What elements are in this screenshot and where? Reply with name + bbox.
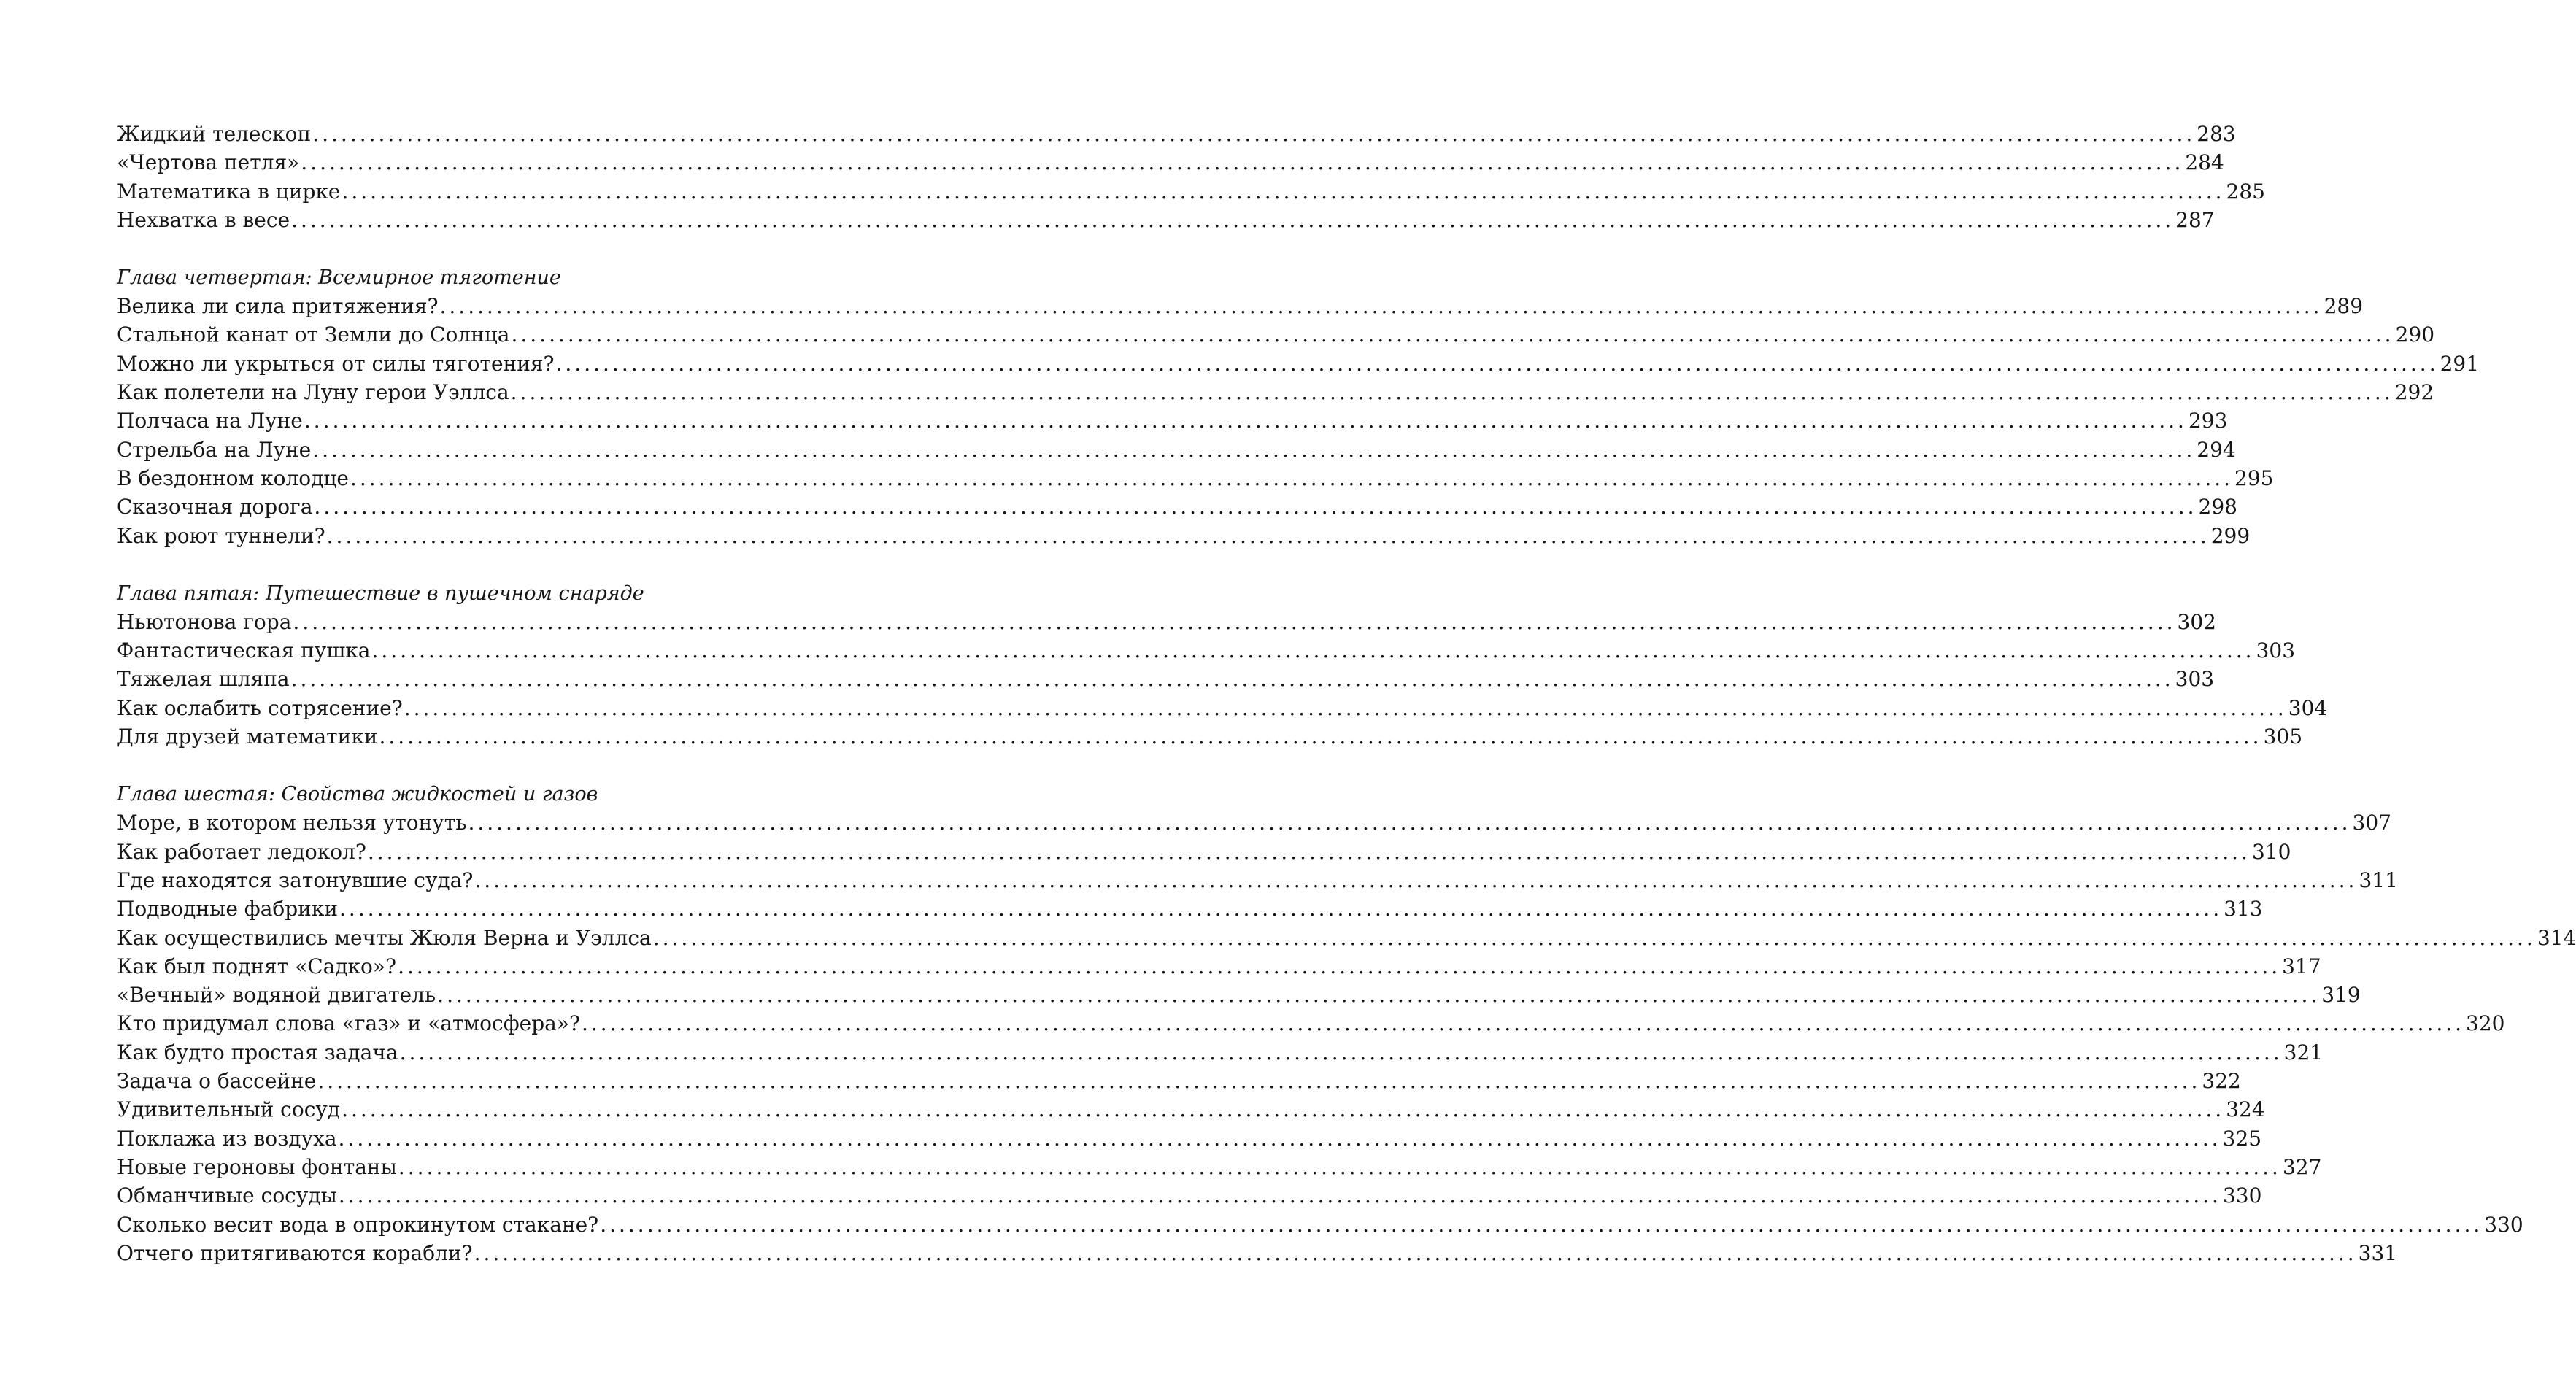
toc-entry bbox=[117, 665, 2215, 693]
toc-entry bbox=[117, 349, 2480, 378]
toc-entry-title: Как работает ледокол? bbox=[117, 839, 366, 864]
toc-entry bbox=[117, 694, 2328, 722]
toc-entry bbox=[117, 436, 2236, 464]
toc-entry-title: «Вечный» водяной двигатель bbox=[117, 983, 436, 1008]
toc-entry bbox=[117, 608, 2216, 636]
toc-entry bbox=[117, 895, 2263, 923]
toc-entry bbox=[117, 1239, 2398, 1267]
toc-entry-title: Кто придумал слова «газ» и «атмосфера»? bbox=[117, 1011, 580, 1036]
toc-entry-page: 285 bbox=[2226, 179, 2265, 204]
dot-leader: ........................................................................................................................................................................................................ bbox=[290, 667, 2174, 692]
toc-entry-title: Как полетели на Луну герои Уэллса bbox=[117, 380, 509, 405]
dot-leader: ........................................................................................................................................................................................................ bbox=[581, 1011, 2465, 1036]
toc-entry-page: 289 bbox=[2324, 294, 2364, 319]
toc-entry-page: 294 bbox=[2197, 437, 2236, 462]
dot-leader: ........................................................................................................................................................................................................ bbox=[350, 466, 2234, 490]
toc-entry-page: 290 bbox=[2395, 322, 2435, 347]
toc-entry bbox=[117, 808, 2391, 837]
toc-entry bbox=[117, 492, 2237, 521]
toc-entry-title: Полчаса на Луне bbox=[117, 409, 303, 433]
toc-entry-title: Как будто простая задача bbox=[117, 1040, 398, 1065]
toc-entry-page: 331 bbox=[2358, 1240, 2398, 1265]
toc-entry-page: 293 bbox=[2188, 409, 2228, 433]
dot-leader: ........................................................................................................................................................................................................ bbox=[468, 811, 2351, 835]
toc-entry-title: Где находятся затонувшие суда? bbox=[117, 868, 474, 892]
dot-leader: ........................................................................................................................................................................................................ bbox=[317, 1069, 2201, 1094]
toc-entry-title: В бездонном колодце bbox=[117, 466, 349, 490]
toc-entry-title: Сказочная дорога bbox=[117, 495, 313, 519]
toc-entry-title: Как роют туннели? bbox=[117, 523, 325, 548]
toc-entry-title: Для друзей математики bbox=[117, 725, 378, 749]
dot-leader: ........................................................................................................................................................................................................ bbox=[312, 122, 2196, 146]
toc-entry bbox=[117, 1153, 2322, 1181]
toc-entry-page: 295 bbox=[2234, 466, 2274, 490]
toc-entry-page: 313 bbox=[2224, 897, 2263, 922]
toc-entry-title: Новые героновы фонтаны bbox=[117, 1154, 397, 1179]
toc-entry bbox=[117, 206, 2215, 234]
dot-leader: ........................................................................................................................................................................................................ bbox=[293, 609, 2176, 634]
toc-entry-title: Можно ли укрыться от силы тяготения? bbox=[117, 351, 555, 376]
toc-entry-page: 324 bbox=[2226, 1097, 2265, 1122]
dot-leader: ........................................................................................................................................................................................................ bbox=[399, 1040, 2283, 1065]
toc-entry-page: 287 bbox=[2175, 207, 2215, 232]
toc-entry bbox=[117, 464, 2274, 492]
toc-entry-page: 317 bbox=[2282, 954, 2321, 978]
toc-entry bbox=[117, 177, 2265, 206]
toc-entry-page: 310 bbox=[2251, 839, 2291, 864]
dot-leader: ........................................................................................................................................................................................................ bbox=[474, 868, 2358, 892]
toc-entry bbox=[117, 1095, 2265, 1124]
toc-entry-page: 284 bbox=[2185, 150, 2224, 175]
dot-leader: ........................................................................................................................................................................................................ bbox=[439, 294, 2323, 319]
toc-entry bbox=[117, 522, 2251, 550]
toc-entry-title: Как был поднят «Садко»? bbox=[117, 954, 397, 978]
toc-entry-title: Отчего притягиваются корабли? bbox=[117, 1240, 473, 1265]
toc-entry-page: 302 bbox=[2177, 609, 2216, 634]
dot-leader: ........................................................................................................................................................................................................ bbox=[600, 1212, 2483, 1237]
toc-entry-title: Велика ли сила притяжения? bbox=[117, 294, 439, 319]
toc-entry-title: Жидкий телескоп bbox=[117, 122, 312, 146]
dot-leader: ........................................................................................................................................................................................................ bbox=[437, 983, 2321, 1008]
dot-leader: ........................................................................................................................................................................................................ bbox=[652, 925, 2536, 950]
toc-entry-title: Обманчивые сосуды bbox=[117, 1183, 337, 1208]
toc-entry-page: 303 bbox=[2256, 638, 2296, 663]
toc-entry-title: Задача о бассейне bbox=[117, 1069, 317, 1094]
toc-entry bbox=[117, 1181, 2262, 1210]
dot-leader: ........................................................................................................................................................................................................ bbox=[342, 179, 2225, 204]
toc-entry bbox=[117, 406, 2228, 435]
toc-entry bbox=[117, 1038, 2324, 1067]
toc-entry-title: «Чертова петля» bbox=[117, 150, 300, 175]
toc-entry-page: 322 bbox=[2202, 1069, 2241, 1094]
dot-leader: ........................................................................................................................................................................................................ bbox=[398, 1154, 2281, 1179]
dot-leader: ........................................................................................................................................................................................................ bbox=[367, 839, 2251, 864]
toc-entry-page: 305 bbox=[2263, 725, 2303, 749]
chapter-title: Глава шестая: Свойства жидкостей и газов bbox=[117, 783, 598, 806]
toc-entry-title: Море, в котором нельзя утонуть bbox=[117, 811, 467, 835]
toc-entry-page: 298 bbox=[2198, 495, 2237, 519]
dot-leader: ........................................................................................................................................................................................................ bbox=[291, 207, 2175, 232]
toc-entry-page: 320 bbox=[2466, 1011, 2505, 1036]
toc-section bbox=[117, 780, 2576, 1267]
toc-entry bbox=[117, 120, 2236, 148]
toc-entry-page: 311 bbox=[2359, 868, 2398, 892]
dot-leader: ........................................................................................................................................................................................................ bbox=[304, 409, 2187, 433]
toc-entry-title: Стрельба на Луне bbox=[117, 437, 312, 462]
chapter-title: Глава четвертая: Всемирное тяготение bbox=[117, 266, 561, 290]
toc-entry-page: 321 bbox=[2283, 1040, 2324, 1065]
toc-entry bbox=[117, 1210, 2523, 1239]
dot-leader: ........................................................................................................................................................................................................ bbox=[379, 725, 2262, 749]
toc-entry-title: Фантастическая пушка bbox=[117, 638, 371, 663]
toc-entry bbox=[117, 866, 2398, 895]
dot-leader: ........................................................................................................................................................................................................ bbox=[511, 322, 2394, 347]
toc-section bbox=[117, 263, 2480, 550]
toc-entry-title: Поклажа из воздуха bbox=[117, 1126, 337, 1151]
toc-entry bbox=[117, 981, 2361, 1009]
toc-entry-title: Как ослабить сотрясение? bbox=[117, 695, 403, 720]
toc-entry-title: Как осуществились мечты Жюля Верна и Уэллса bbox=[117, 925, 652, 950]
toc-section bbox=[117, 120, 2265, 234]
dot-leader: ........................................................................................................................................................................................................ bbox=[301, 150, 2184, 175]
toc-entry-page: 307 bbox=[2352, 811, 2391, 835]
toc-entry bbox=[117, 636, 2296, 665]
toc-entry-page: 304 bbox=[2288, 695, 2328, 720]
dot-leader: ........................................................................................................................................................................................................ bbox=[342, 1097, 2225, 1122]
toc-entry-page: 330 bbox=[2484, 1212, 2523, 1237]
toc-entry bbox=[117, 952, 2321, 981]
toc-entry bbox=[117, 722, 2303, 751]
toc-entry-page: 303 bbox=[2175, 667, 2215, 692]
toc-entry bbox=[117, 838, 2291, 866]
toc-entry-title: Сколько весит вода в опрокинутом стакане? bbox=[117, 1212, 599, 1237]
toc-entry-title: Математика в цирке bbox=[117, 179, 341, 204]
dot-leader: ........................................................................................................................................................................................................ bbox=[338, 1126, 2221, 1151]
toc-entry-title: Нехватка в весе bbox=[117, 207, 290, 232]
dot-leader: ........................................................................................................................................................................................................ bbox=[339, 897, 2223, 922]
toc-entry-page: 327 bbox=[2282, 1154, 2322, 1179]
toc-entry bbox=[117, 148, 2224, 177]
toc-entry-title: Удивительный сосуд bbox=[117, 1097, 341, 1122]
dot-leader: ........................................................................................................................................................................................................ bbox=[404, 695, 2287, 720]
toc-entry bbox=[117, 320, 2435, 349]
toc-entry-page: 291 bbox=[2440, 351, 2480, 376]
toc-section bbox=[117, 579, 2328, 751]
toc-entry-page: 299 bbox=[2210, 523, 2251, 548]
toc-entry bbox=[117, 1124, 2262, 1153]
toc-entry-page: 330 bbox=[2222, 1183, 2262, 1208]
toc-entry-page: 314 bbox=[2537, 925, 2576, 950]
toc-entry bbox=[117, 292, 2364, 320]
dot-leader: ........................................................................................................................................................................................................ bbox=[371, 638, 2255, 663]
dot-leader: ........................................................................................................................................................................................................ bbox=[555, 351, 2439, 376]
toc-entry-page: 325 bbox=[2222, 1126, 2262, 1151]
dot-leader: ........................................................................................................................................................................................................ bbox=[510, 380, 2394, 405]
dot-leader: ........................................................................................................................................................................................................ bbox=[312, 437, 2196, 462]
dot-leader: ........................................................................................................................................................................................................ bbox=[474, 1240, 2357, 1265]
toc-entry-page: 319 bbox=[2321, 983, 2361, 1008]
toc-entry bbox=[117, 1067, 2241, 1095]
dot-leader: ........................................................................................................................................................................................................ bbox=[314, 495, 2197, 519]
dot-leader: ........................................................................................................................................................................................................ bbox=[398, 954, 2281, 978]
toc-entry bbox=[117, 924, 2576, 952]
toc-entry bbox=[117, 378, 2434, 406]
table-of-contents bbox=[117, 120, 2576, 1297]
toc-entry-title: Тяжелая шляпа bbox=[117, 667, 290, 692]
toc-entry-title: Ньютонова гора bbox=[117, 609, 292, 634]
toc-entry bbox=[117, 1009, 2505, 1038]
toc-entry-page: 292 bbox=[2394, 380, 2434, 405]
dot-leader: ........................................................................................................................................................................................................ bbox=[338, 1183, 2221, 1208]
toc-entry-title: Стальной канат от Земли до Солнца bbox=[117, 322, 510, 347]
toc-entry-title: Подводные фабрики bbox=[117, 897, 339, 922]
dot-leader: ........................................................................................................................................................................................................ bbox=[326, 523, 2210, 548]
chapter-title: Глава пятая: Путешествие в пушечном снаряде bbox=[117, 582, 644, 605]
toc-entry-page: 283 bbox=[2197, 122, 2236, 146]
